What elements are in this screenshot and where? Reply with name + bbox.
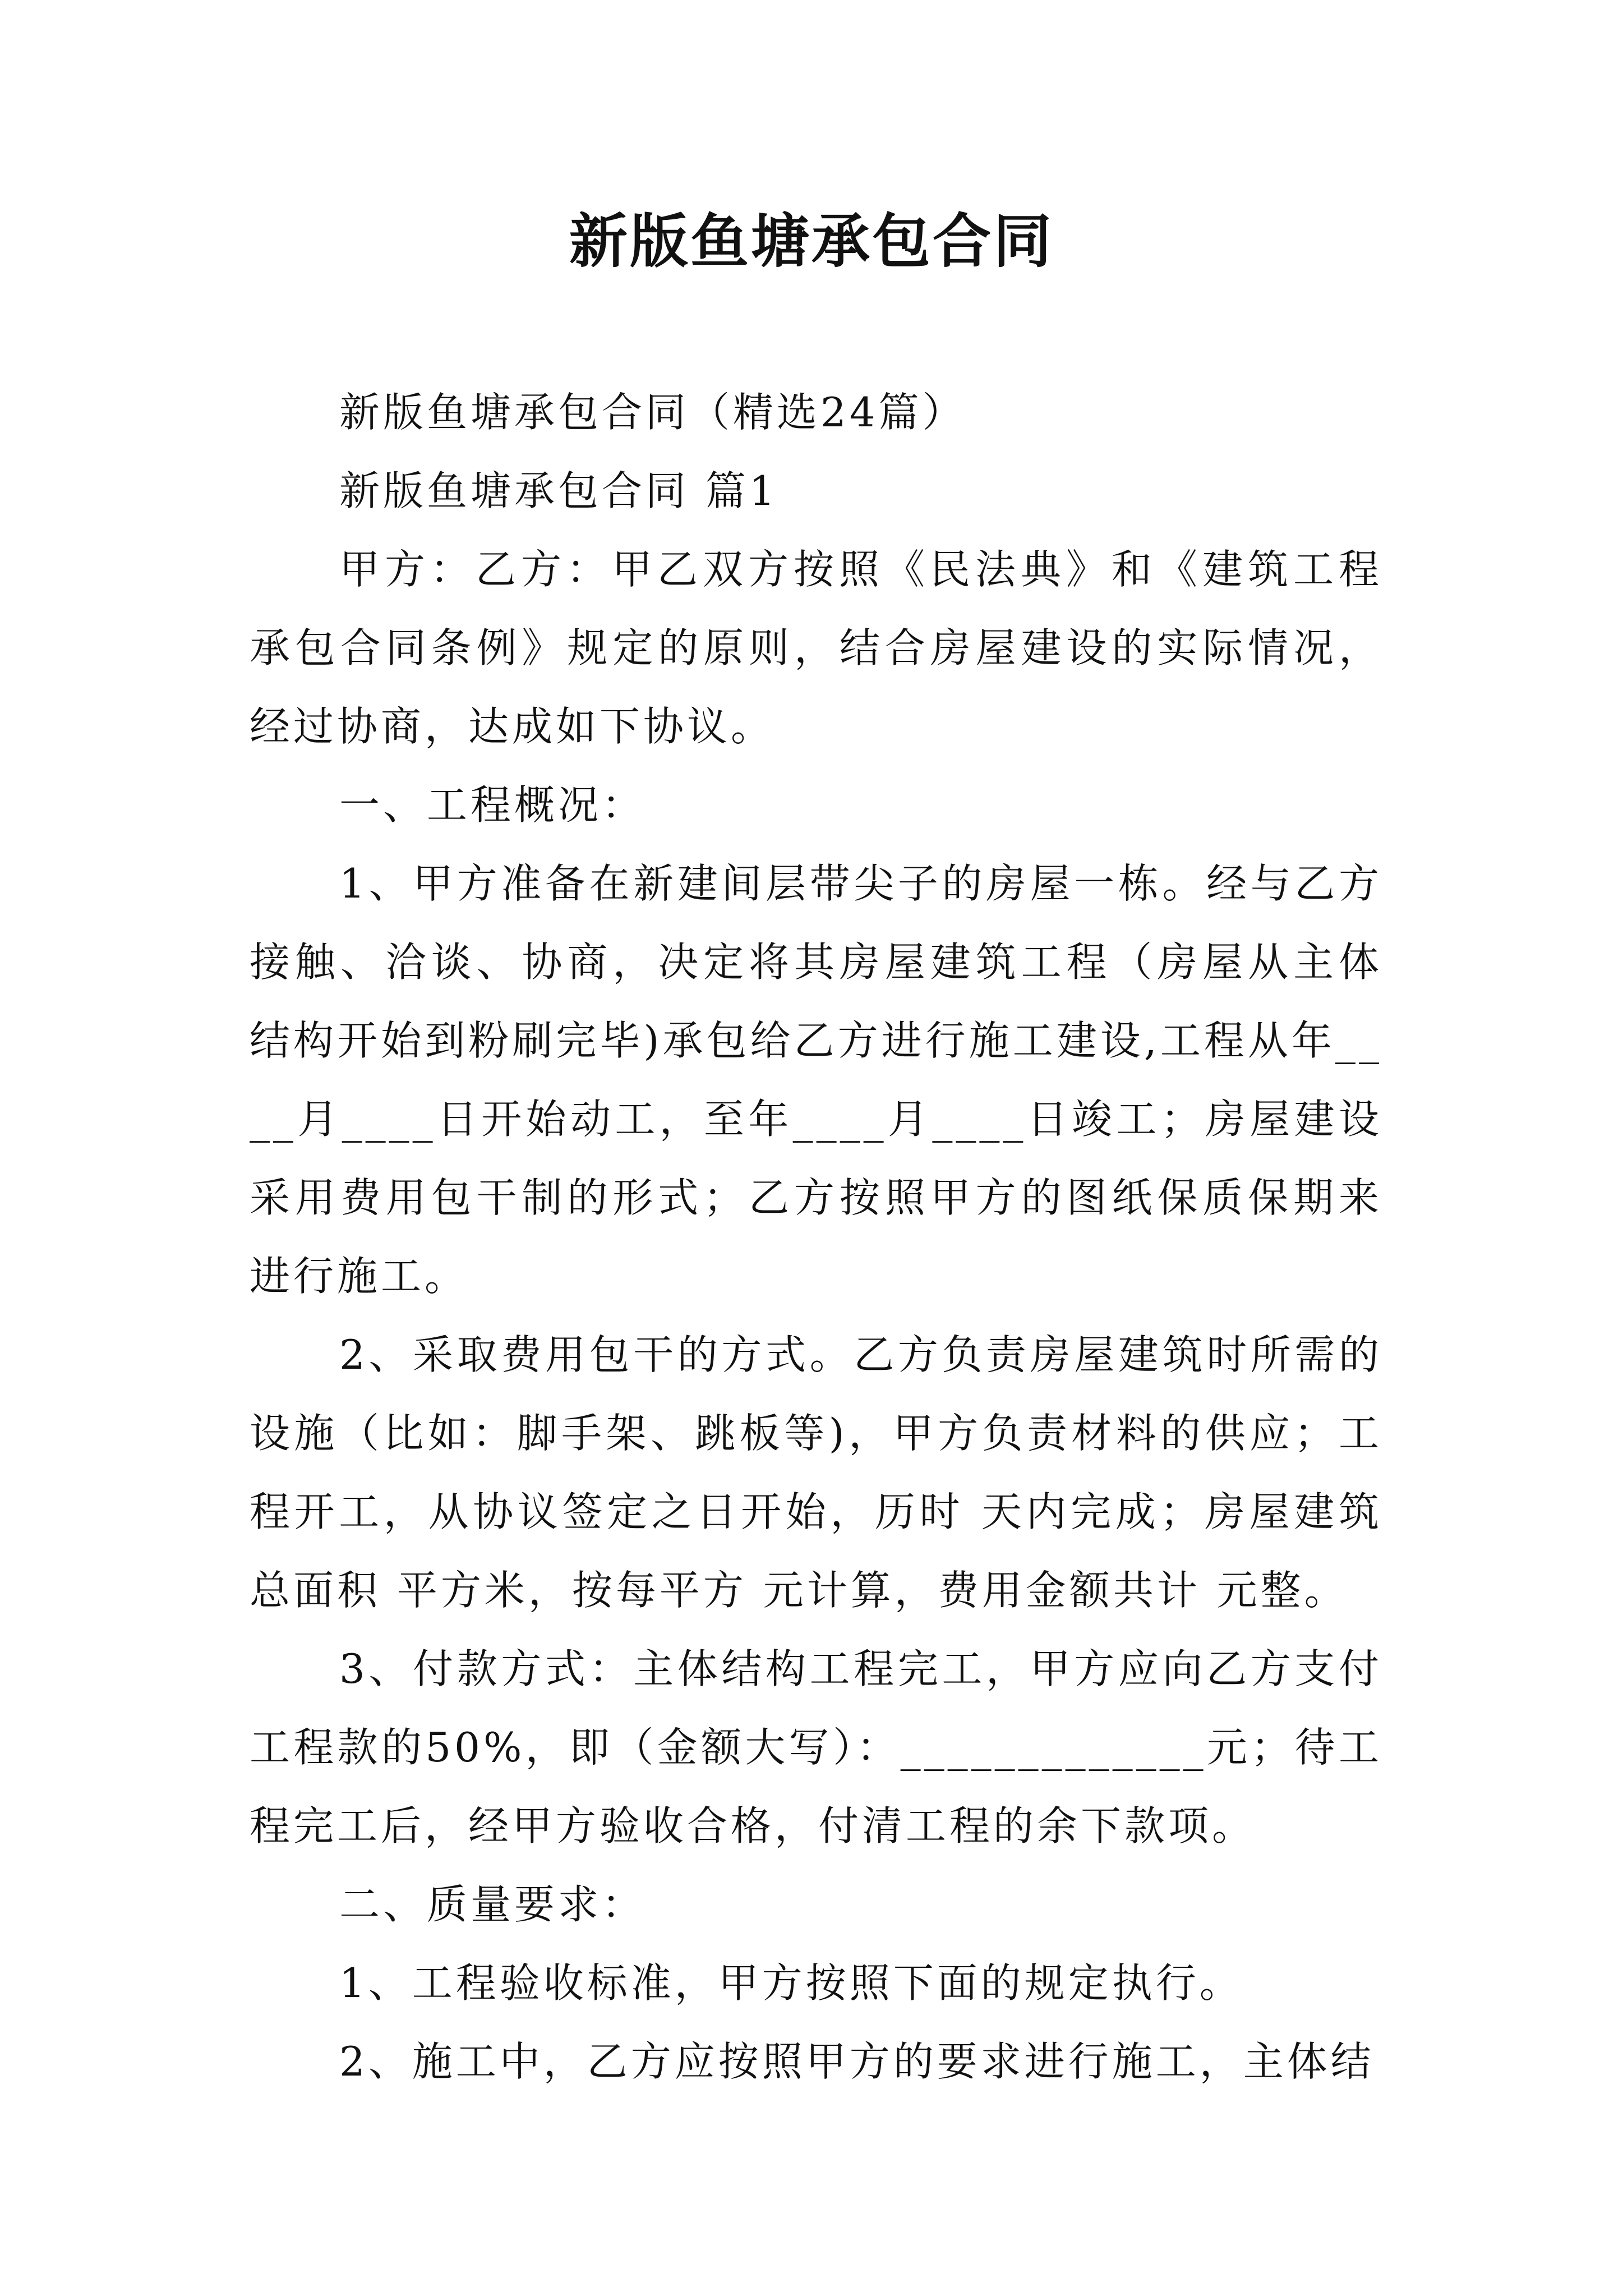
document-title: 新版鱼塘承包合同 bbox=[569, 206, 1054, 275]
paragraph-heading-quality: 二、质量要求： bbox=[339, 1881, 646, 1928]
document-body bbox=[250, 373, 1382, 2101]
paragraph-quality-2: 2、施工中，乙方应按照甲方的要求进行施工，主体结 bbox=[339, 2038, 1375, 2085]
paragraph-clause-3: 3、付款方式：主体结构工程完工，甲方应向乙方支付工程款的50%，即（金额大写）：_____________元；待工程完工后，经甲方验收合格，付清工程的余下款项。 bbox=[250, 1645, 1382, 1849]
paragraph-clause-2: 2、采取费用包干的方式。乙方负责房屋建筑时所需的设施（比如：脚手架、跳板等)，甲方负责材料的供应；工程开工，从协议签定之日开始，历时 天内完成；房屋建筑总面积 平方米，按每平方 元计算，费用金额共计 元整。 bbox=[250, 1331, 1382, 1614]
paragraph-subtitle: 新版鱼塘承包合同（精选24篇） bbox=[339, 389, 966, 436]
paragraph-clause-1: 1、甲方准备在新建间层带尖子的房屋一栋。经与乙方接触、洽谈、协商，决定将其房屋建筑工程（房屋从主体结构开始到粉刷完毕)承包给乙方进行施工建设,工程从年____月____日开始动工，至年____月____日竣工；房屋建设采用费用包干制的形式；乙方按照甲方的图纸保质保期来进行施工。 bbox=[250, 860, 1382, 1300]
paragraph-section-heading: 新版鱼塘承包合同 篇1 bbox=[339, 467, 778, 514]
paragraph-parties: 甲方：乙方：甲乙双方按照《民法典》和《建筑工程承包合同条例》规定的原则，结合房屋建设的实际情况，经过协商，达成如下协议。 bbox=[250, 546, 1382, 750]
paragraph-heading-overview: 一、工程概况： bbox=[339, 781, 646, 829]
paragraph-quality-1: 1、工程验收标准，甲方按照下面的规定执行。 bbox=[339, 1959, 1243, 2007]
